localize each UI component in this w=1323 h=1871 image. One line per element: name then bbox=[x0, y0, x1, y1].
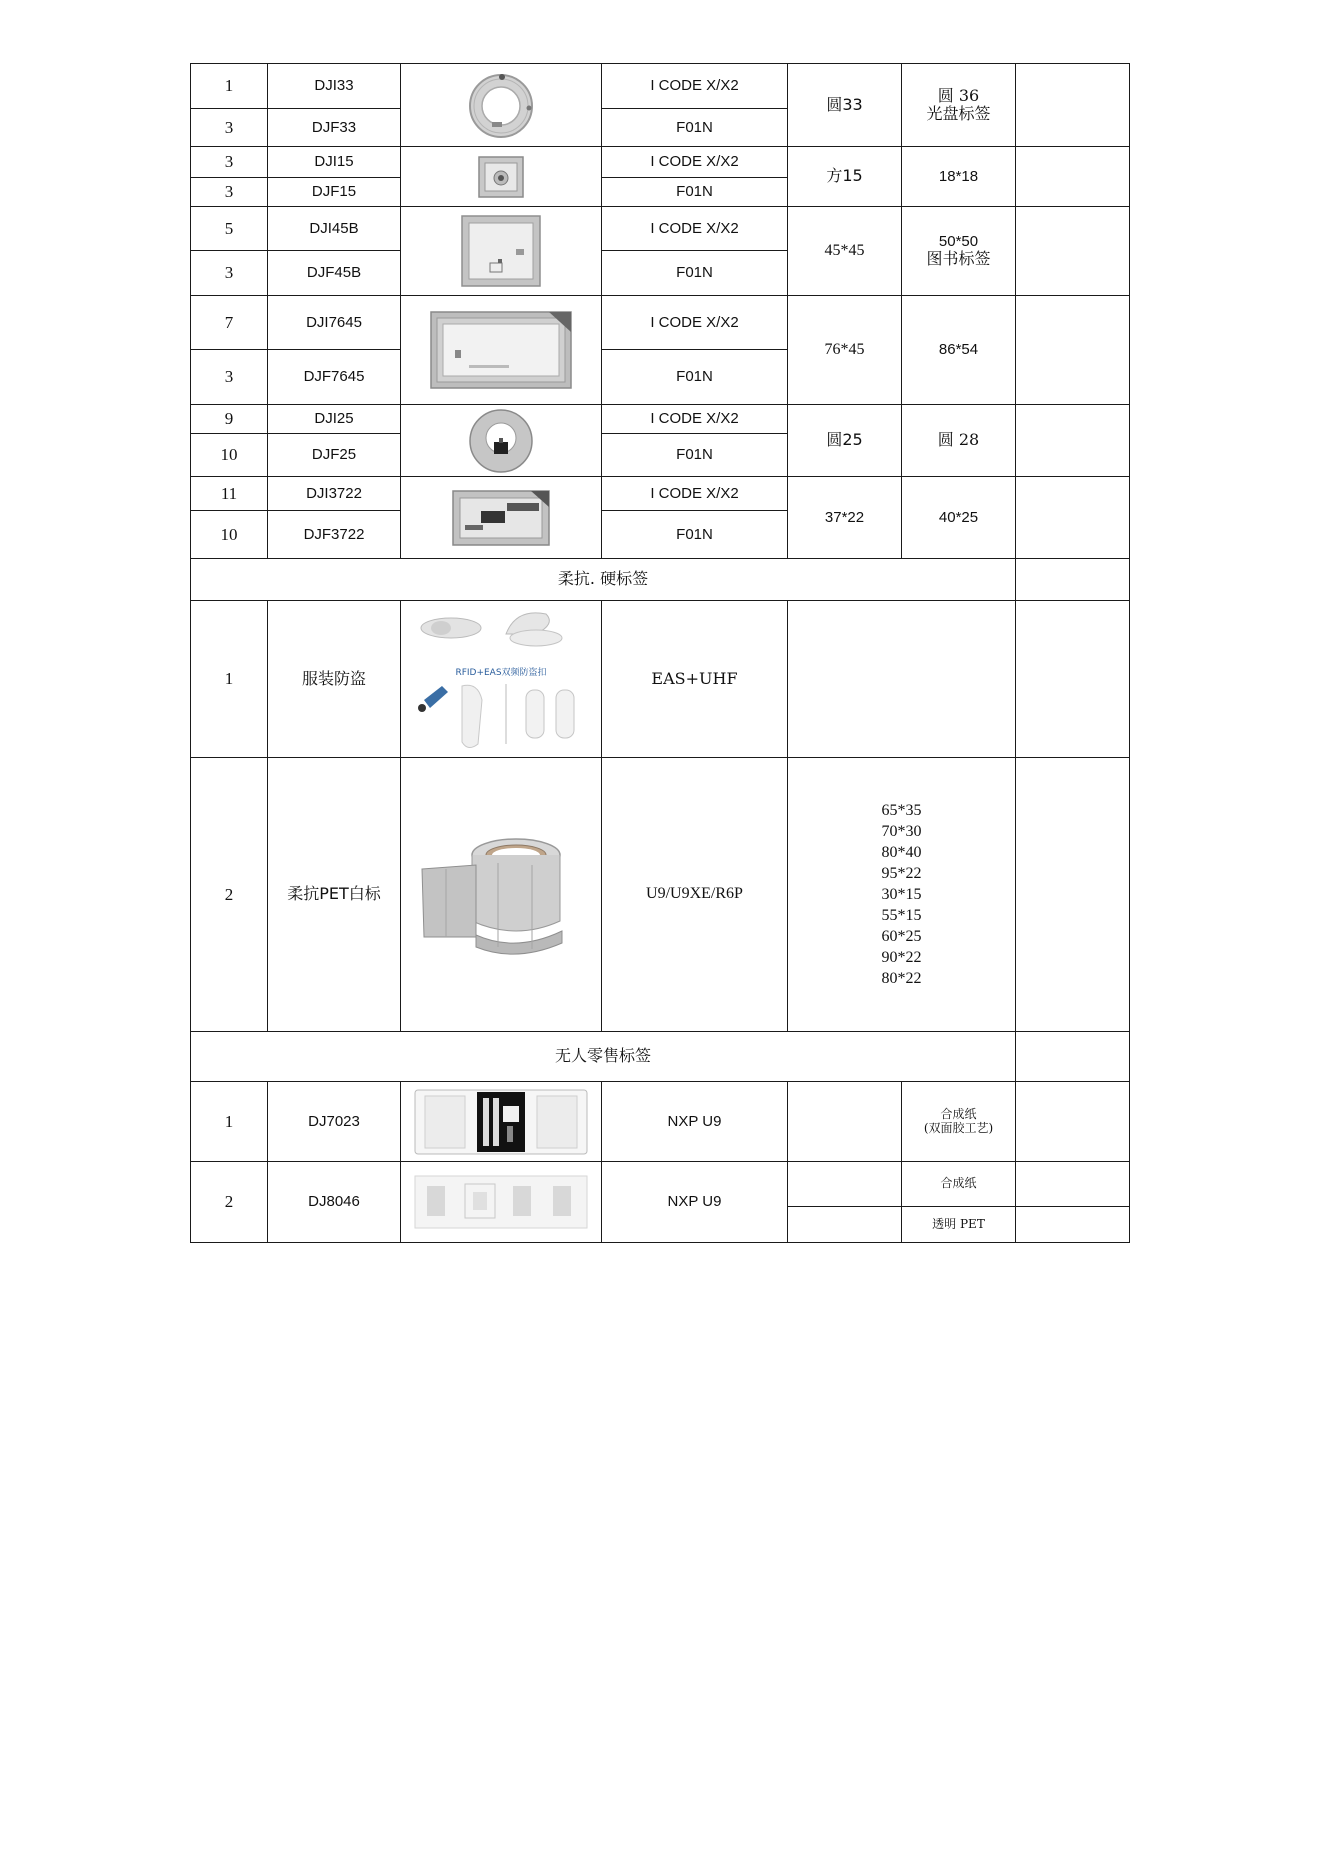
size-item: 70*30 bbox=[881, 823, 922, 840]
chip-model: I CODE X/X2 bbox=[602, 207, 788, 251]
ring-disc-label-image bbox=[401, 64, 602, 147]
retail-label-dj7023-image bbox=[401, 1082, 602, 1162]
chip-model: F01N bbox=[602, 109, 788, 147]
model-code: DJ7023 bbox=[268, 1082, 401, 1162]
label-spec bbox=[902, 477, 1016, 559]
square-tag-image bbox=[401, 147, 602, 207]
spec-cell bbox=[788, 601, 1016, 758]
model-code: DJI25 bbox=[268, 405, 401, 434]
size-item: 30*15 bbox=[881, 886, 922, 903]
remark-cell bbox=[1016, 1162, 1130, 1207]
model-code: DJI45B bbox=[268, 207, 401, 251]
product-name: 服装防盗 bbox=[268, 601, 401, 758]
row-index: 3 bbox=[191, 350, 268, 405]
size-item: 95*22 bbox=[881, 865, 922, 882]
table-row bbox=[191, 405, 1130, 434]
row-index: 3 bbox=[191, 147, 268, 178]
chip-model: F01N bbox=[602, 350, 788, 405]
remark-cell bbox=[1016, 1082, 1130, 1162]
small-inlay-image bbox=[401, 477, 602, 559]
chip-model: I CODE X/X2 bbox=[602, 147, 788, 178]
material-cell: 透明 PET bbox=[902, 1207, 1016, 1243]
chip-model: I CODE X/X2 bbox=[602, 296, 788, 350]
section-title-retail-tags: 无人零售标签 bbox=[191, 1032, 1016, 1082]
model-code: DJF7645 bbox=[268, 350, 401, 405]
model-code: DJF3722 bbox=[268, 511, 401, 559]
row-index: 1 bbox=[191, 64, 268, 109]
inlay-size: 45*45 bbox=[788, 207, 902, 296]
size-item: 55*15 bbox=[881, 907, 922, 924]
inlay-size: 76*45 bbox=[788, 296, 902, 405]
table-row bbox=[191, 758, 1130, 1032]
model-code: DJ8046 bbox=[268, 1162, 401, 1243]
available-sizes bbox=[788, 758, 1016, 1032]
section-header-row bbox=[191, 559, 1130, 601]
label-spec-line2: 光盘标签 bbox=[926, 104, 991, 123]
remark-cell bbox=[1016, 1032, 1130, 1082]
model-code: DJI7645 bbox=[268, 296, 401, 350]
model-code: DJI33 bbox=[268, 64, 401, 109]
row-index: 7 bbox=[191, 296, 268, 350]
chip-model: F01N bbox=[602, 434, 788, 477]
model-code: DJI15 bbox=[268, 147, 401, 178]
remark-cell bbox=[1016, 296, 1130, 405]
label-spec bbox=[902, 405, 1016, 477]
material-cell: 合成纸 bbox=[902, 1162, 1016, 1207]
label-spec bbox=[902, 207, 1016, 296]
material-line1: 合成纸 bbox=[940, 1106, 977, 1121]
spec-cell bbox=[788, 1207, 902, 1243]
model-code: DJF45B bbox=[268, 251, 401, 296]
table-row bbox=[191, 477, 1130, 511]
label-spec bbox=[902, 147, 1016, 207]
label-spec-line1: 86*54 bbox=[938, 341, 979, 359]
material-cell bbox=[902, 1082, 1016, 1162]
size-item: 60*25 bbox=[881, 928, 922, 945]
chip-model: I CODE X/X2 bbox=[602, 64, 788, 109]
label-roll-image bbox=[401, 758, 602, 1032]
model-code: DJI3722 bbox=[268, 477, 401, 511]
remark-cell bbox=[1016, 758, 1130, 1032]
chip-model: I CODE X/X2 bbox=[602, 405, 788, 434]
table-row bbox=[191, 147, 1130, 178]
remark-cell bbox=[1016, 405, 1130, 477]
row-index: 3 bbox=[191, 109, 268, 147]
label-spec bbox=[902, 64, 1016, 147]
row-index: 2 bbox=[191, 1162, 268, 1243]
label-spec-line1: 50*50 bbox=[938, 233, 979, 251]
table-row bbox=[191, 296, 1130, 350]
table-row bbox=[191, 601, 1130, 758]
size-item: 80*22 bbox=[881, 970, 922, 987]
book-label-image bbox=[401, 207, 602, 296]
row-index: 10 bbox=[191, 511, 268, 559]
chip-model: U9/U9XE/R6P bbox=[602, 758, 788, 1032]
row-index: 2 bbox=[191, 758, 268, 1032]
chip-model: NXP U9 bbox=[602, 1162, 788, 1243]
section-title-hard-tags: 柔抗. 硬标签 bbox=[191, 559, 1016, 601]
round-tag-image bbox=[401, 405, 602, 477]
row-index: 11 bbox=[191, 477, 268, 511]
table-row bbox=[191, 1082, 1130, 1162]
chip-model: I CODE X/X2 bbox=[602, 477, 788, 511]
row-index: 3 bbox=[191, 251, 268, 296]
remark-cell bbox=[1016, 207, 1130, 296]
size-item: 80*40 bbox=[881, 844, 922, 861]
chip-model: NXP U9 bbox=[602, 1082, 788, 1162]
table-row bbox=[191, 207, 1130, 251]
model-code: DJF33 bbox=[268, 109, 401, 147]
inlay-size: 37*22 bbox=[788, 477, 902, 559]
remark-cell bbox=[1016, 64, 1130, 147]
remark-cell bbox=[1016, 559, 1130, 601]
chip-model: F01N bbox=[602, 178, 788, 207]
label-spec-line2: 图书标签 bbox=[926, 249, 991, 269]
retail-label-dj8046-image bbox=[401, 1162, 602, 1243]
inlay-size: 方15 bbox=[788, 147, 902, 207]
chip-model: EAS+UHF bbox=[602, 601, 788, 758]
spec-cell bbox=[788, 1082, 902, 1162]
anti-theft-tag-image bbox=[401, 601, 602, 758]
section-header-row bbox=[191, 1032, 1130, 1082]
remark-cell bbox=[1016, 147, 1130, 207]
remark-cell bbox=[1016, 601, 1130, 758]
row-index: 1 bbox=[191, 1082, 268, 1162]
remark-cell bbox=[1016, 1207, 1130, 1243]
model-code: DJF15 bbox=[268, 178, 401, 207]
inlay-size: 圆33 bbox=[788, 64, 902, 147]
table-row bbox=[191, 64, 1130, 109]
card-inlay-image bbox=[401, 296, 602, 405]
label-spec-line1: 18*18 bbox=[938, 167, 979, 185]
size-item: 90*22 bbox=[881, 949, 922, 966]
image-caption: RFID+EAS双频防盗扣 bbox=[455, 668, 547, 678]
label-spec-line1: 圆 36 bbox=[937, 85, 980, 105]
product-spec-table bbox=[190, 63, 1130, 1243]
label-spec-line1: 40*25 bbox=[938, 508, 979, 526]
label-spec-line1: 圆 28 bbox=[937, 430, 980, 450]
row-index: 1 bbox=[191, 601, 268, 758]
product-name: 柔抗PET白标 bbox=[268, 758, 401, 1032]
inlay-size: 圆25 bbox=[788, 405, 902, 477]
model-code: DJF25 bbox=[268, 434, 401, 477]
row-index: 10 bbox=[191, 434, 268, 477]
table-row bbox=[191, 1162, 1130, 1207]
row-index: 9 bbox=[191, 405, 268, 434]
label-spec bbox=[902, 296, 1016, 405]
row-index: 5 bbox=[191, 207, 268, 251]
remark-cell bbox=[1016, 477, 1130, 559]
row-index: 3 bbox=[191, 178, 268, 207]
material-line2: (双面胶工艺) bbox=[923, 1120, 994, 1135]
chip-model: F01N bbox=[602, 251, 788, 296]
size-item: 65*35 bbox=[881, 802, 922, 819]
spec-cell bbox=[788, 1162, 902, 1207]
chip-model: F01N bbox=[602, 511, 788, 559]
